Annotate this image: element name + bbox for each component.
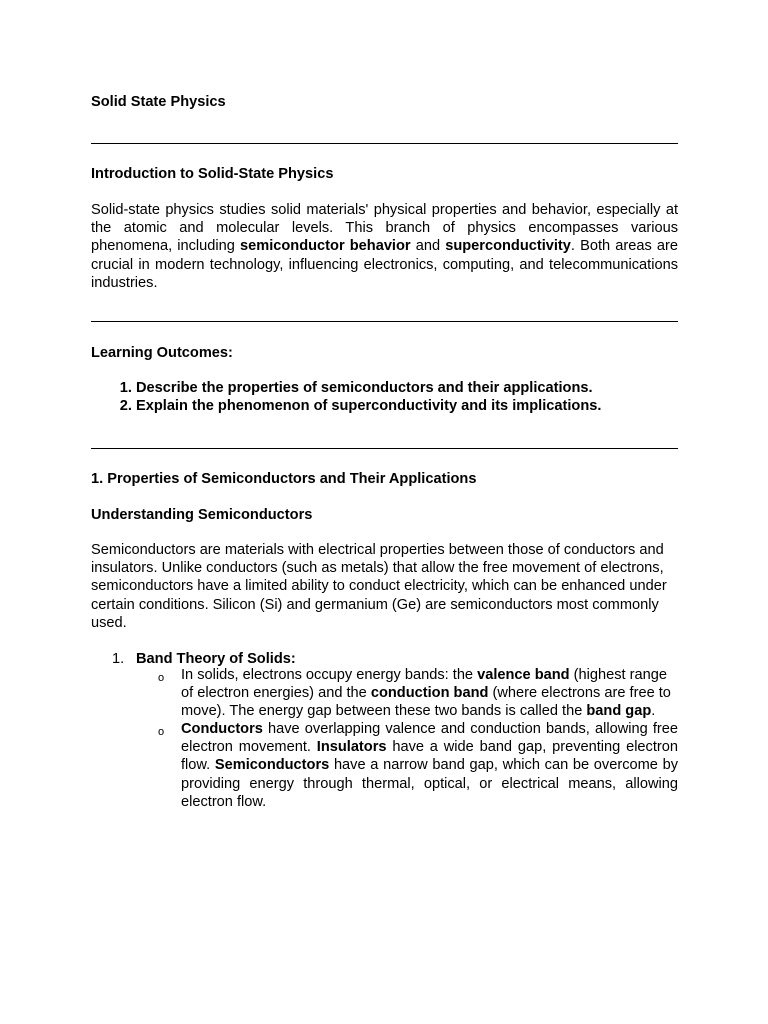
section-heading: 1. Properties of Semiconductors and Their Applications (91, 471, 477, 487)
bullet-text: (highest range of electron energies) and the (181, 667, 667, 702)
divider (91, 448, 678, 449)
bullet-circle-icon: o (158, 726, 165, 738)
bullet-bold-term: Semiconductors (214, 757, 330, 774)
bullet-bold-term: valence band (477, 667, 570, 683)
intro-text: and (410, 238, 446, 255)
divider (91, 321, 678, 322)
bullet-bold-term: band gap (586, 703, 652, 720)
band-theory-bullet (181, 720, 678, 811)
intro-heading: Introduction to Solid-State Physics (91, 166, 334, 182)
outcomes-heading: Learning Outcomes: (91, 345, 233, 361)
bullet-text: have overlapping valence and conduction bands, allowing free electron movement. (181, 721, 678, 756)
outcome-item: 1. Describe the properties of semiconductors and their applications. (136, 379, 723, 397)
band-theory-title: Band Theory of Solids: (136, 651, 296, 667)
bullet-bold-term: conduction band (370, 685, 489, 702)
intro-paragraph (91, 201, 678, 292)
bullet-text: have a narrow band gap, which can be overcome by providing energy through thermal, optical, or electrical means, allowing electron flow. (181, 757, 678, 810)
divider (91, 143, 678, 144)
band-theory-number: 1. (112, 651, 125, 667)
band-theory-bullet (181, 666, 678, 721)
intro-bold-term: superconductivity (445, 238, 571, 255)
bullet-text: have a wide band gap, preventing electron flow. (181, 739, 678, 774)
bullet-bold-term: Conductors (181, 721, 263, 737)
semiconductors-paragraph: Semiconductors are materials with electrical properties between those of conductors and insulators. Unlike conductors (such as metals) that allow the free movement of electrons, semiconductors have a limited ability to conduct electricity, which can be enhanced under certain conditions. Silicon (Si) and germanium (Ge) are semiconductors most commonly used. (91, 542, 667, 631)
bullet-text: . (651, 703, 656, 720)
intro-text: . Both areas are crucial in modern technology, influencing electronics, computing, and telecommunications industries. (91, 238, 678, 291)
bullet-text: In solids, electrons occupy energy bands: the (181, 667, 478, 683)
intro-bold-term: semiconductor behavior (240, 238, 411, 255)
intro-text: Solid-state physics studies solid materials' physical properties and behavior, especially at the atomic and molecular levels. This branch of physics encompasses various phenomena, including (91, 202, 678, 255)
outcome-item: 2. Explain the phenomenon of superconductivity and its implications. (136, 397, 723, 415)
bullet-text: (where electrons are free to move). The energy gap between these two bands is called the (181, 685, 671, 720)
outcomes-list (91, 379, 723, 415)
document-title: Solid State Physics (91, 94, 226, 110)
bullet-circle-icon: o (158, 672, 165, 684)
section-subheading: Understanding Semiconductors (91, 507, 313, 523)
bullet-bold-term: Insulators (316, 739, 387, 756)
